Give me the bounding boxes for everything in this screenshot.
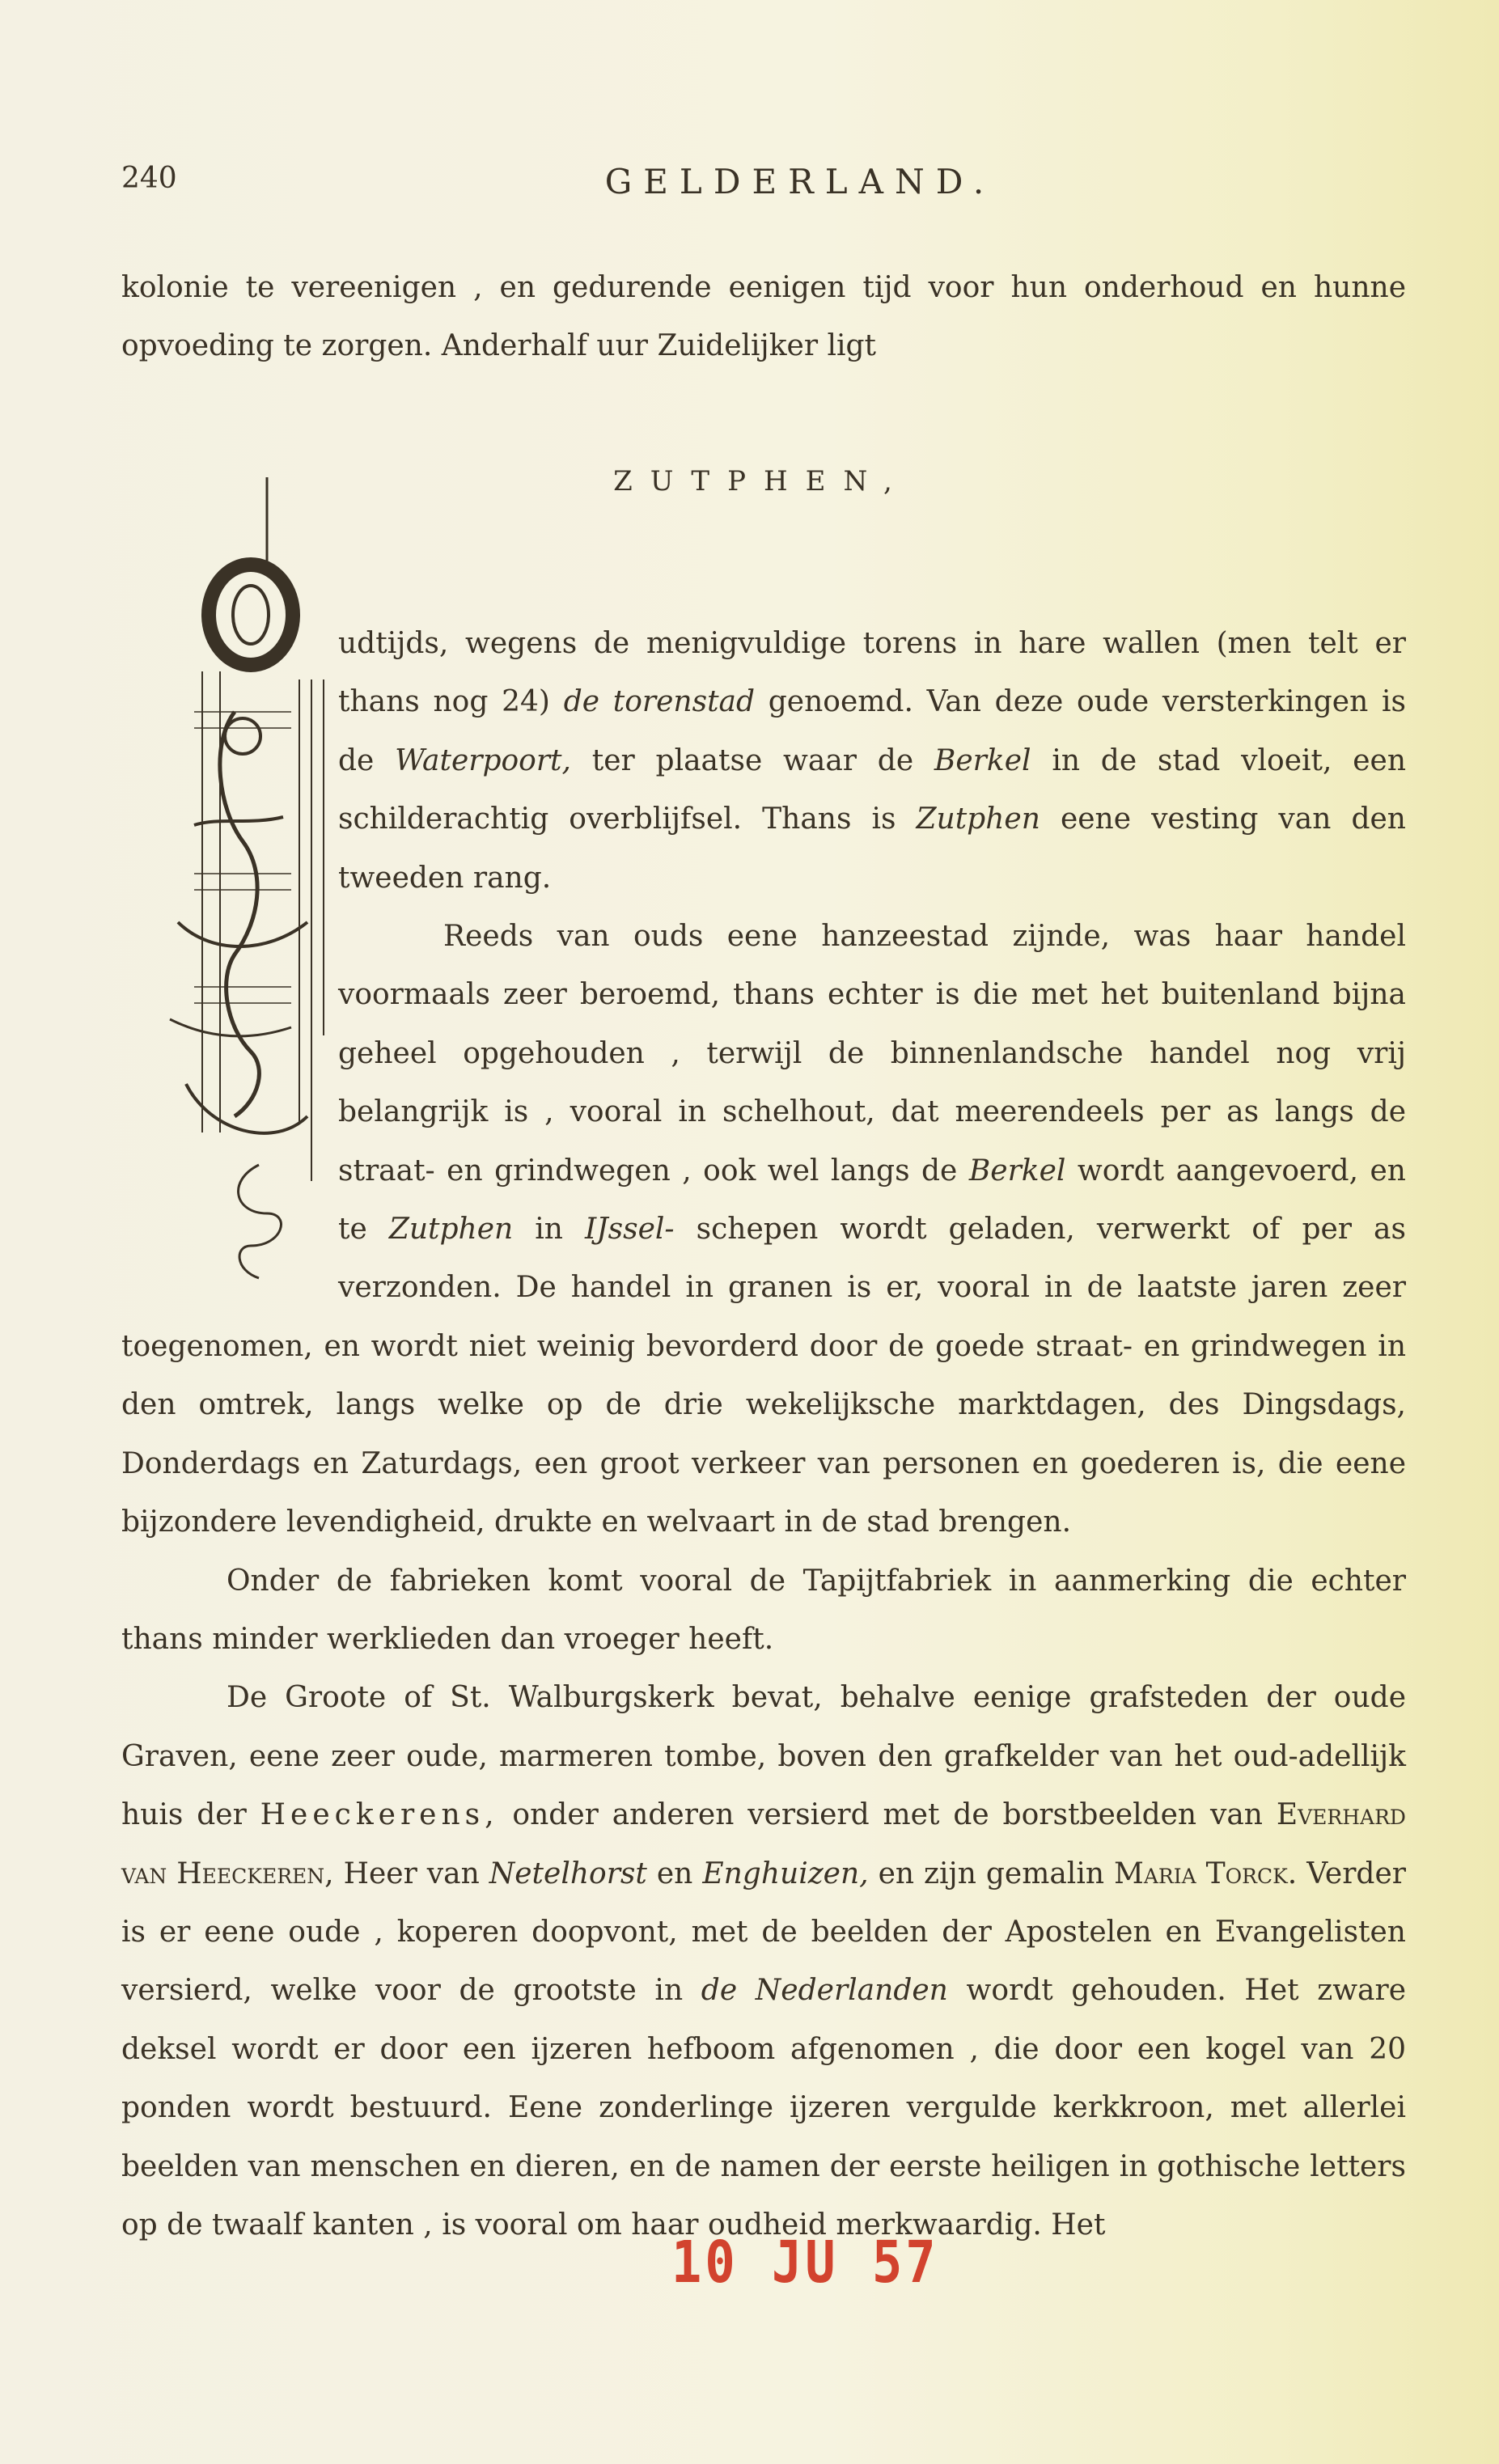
section-heading: ZUTPHEN, xyxy=(613,465,910,497)
intro-text: kolonie te vereenigen , en gedurende eenigen tijd voor hun onderhoud en hunne opvoeding te zorgen. Anderhalf uur Zuidelijker ligt xyxy=(121,271,1406,362)
page-header xyxy=(121,162,1406,210)
body-text xyxy=(121,615,1406,2254)
initial-space xyxy=(121,615,338,1315)
paragraph-4: De Groote of St. Walburgskerk bevat, behalve eenige grafsteden der oude Graven, eene zeer oude, marmeren tombe, boven den grafkelder van het oud-adellijk huis der Heeckerens, onder anderen versierd met de borstbeelden van Everhard van Heeckeren, Heer van Netelhorst en Enghuizen, en zijn gemalin Maria Torck. Verder is er eene oude , koperen doopvont, met de beelden der Apostelen en Evangelisten versierd, welke voor de grootste in de Nederlanden wordt gehouden. Het zware deksel wordt er door een ijzeren hefboom afgenomen , die door een kogel van 20 ponden wordt bestuurd. Eene zonderlinge ijzeren vergulde kerkkroon, met allerlei beelden van menschen en dieren, en de namen der eerste heiligen in gothische letters op de twaalf kanten , is vooral om haar oudheid merkwaardig. Het xyxy=(121,1681,1407,2242)
running-title: GELDERLAND. xyxy=(604,162,996,201)
paragraph-2: Reeds van ouds eene hanzeestad zijnde, was haar handel voormaals zeer beroemd, thans echter is die met het buitenland bijna geheel opgehouden , terwijl de binnenlandsche handel nog vrij belangrijk is , vooral in schelhout, dat meerendeels per as langs de straat- en grindwegen , ook wel langs de Berkel wordt aangevoerd, en te Zutphen in IJssel- schepen wordt geladen, verwerkt of per as verzonden. De handel in granen is er, vooral in de laatste jaren zeer toegenomen, en wordt niet weinig bevorderd door de goede straat- en grindwegen in den omtrek, langs welke op de drie wekelijksche marktdagen, des Dingsdags, Donderdags en Zaturdags, een groot verkeer van personen en goederen is, die eene bijzondere levendigheid, drukte en welvaart in de stad brengen. xyxy=(121,920,1406,1539)
library-date-stamp: 10 JU 57 xyxy=(671,2228,939,2297)
paragraph-3: Onder de fabrieken komt vooral de Tapijtfabriek in aanmerking die echter thans minder werklieden dan vroeger heeft. xyxy=(121,1564,1406,1656)
paragraph-1: udtijds, wegens de menigvuldige torens in hare wallen (men telt er thans nog 24) de torenstad genoemd. Van deze oude versterkingen is de Waterpoort, ter plaatse waar de Berkel in de stad vloeit, een schilderachtig overblijfsel. Thans is Zutphen eene vesting van den tweeden rang. xyxy=(338,627,1407,895)
intro-paragraph xyxy=(121,259,1406,375)
page-number: 240 xyxy=(121,162,177,195)
